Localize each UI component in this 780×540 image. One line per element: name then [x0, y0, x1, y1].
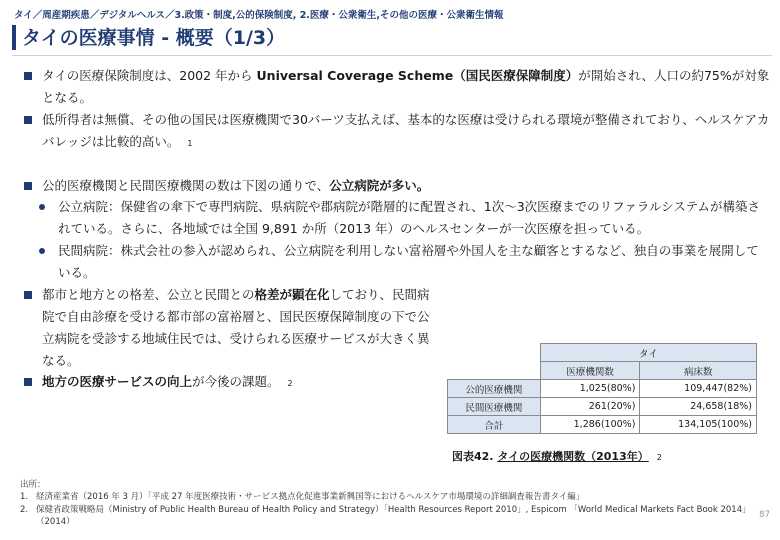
table-row: 公的医療機関 1,025(80%) 109,447(82%)	[448, 380, 757, 398]
table-col-facilities: 医療機関数	[540, 362, 640, 380]
sources-section	[20, 479, 760, 528]
bullet-facility-count: 公的医療機関と民間医療機関の数は下図の通りで、公立病院が多い。	[20, 175, 770, 197]
page-title: タイの医療事情 - 概要（1/3）	[22, 27, 286, 49]
table-caption: 図表42. タイの医療機関数（2013年） 2	[452, 450, 662, 463]
circle-bullet-icon	[39, 248, 45, 254]
table-country-header: タイ	[540, 344, 756, 362]
facility-table	[447, 343, 757, 434]
footnote-ref: 2	[287, 379, 293, 389]
source-item: 2. 保健省政策戦略局（Ministry of Public Health Bureau of Health Policy and Strategy）「Health Resources Report 2010」, Espicom 「World Medical Markets Fact Book 2014」（2014）	[20, 504, 751, 527]
source-item: 1. 経済産業省（2016 年 3 月）「平成 27 年度医療技術・サービス拠点化促進事業新興国等におけるヘルスケア市場環境の詳細調査報告書タイ編」	[20, 492, 585, 503]
bullet-disparity: 都市と地方との格差、公立と民間との格差が顕在化しており、民間病院で自由診療を受ける都市部の富裕層と、国民医療保障制度の下で公立病院を受診する地域住民では、受けられる医療サービスが大きく異なる。	[20, 284, 440, 372]
title-divider	[12, 55, 772, 56]
breadcrumb: タイ／周産期疾患／デジタルヘルス／3.政策・制度,公的保険制度, 2.医療・公衆衛生,その他の医療・公衆衛生情報	[14, 10, 504, 21]
square-bullet-icon	[24, 378, 32, 386]
footnote-ref: 1	[187, 138, 193, 148]
bullet-uc-scheme: タイの医療保険制度は、2002 年から Universal Coverage Scheme（国民医療保障制度）が開始され、人口の約75%が対象となる。	[20, 65, 770, 109]
square-bullet-icon	[24, 116, 32, 124]
table-col-beds: 病床数	[640, 362, 757, 380]
sources-heading: 出所：	[20, 480, 46, 490]
table-header-row	[448, 344, 757, 362]
square-bullet-icon	[24, 182, 32, 190]
sub-bullet-public-hospital: 公立病院：保健省の傘下で専門病院、県病院や郡病院が階層的に配置され、1次～3次医療までのリファラルシステムが構築されている。さらに、各地域では全国 9,891 か所（2013 年）のヘルスセンターが一次医療を担っている。	[20, 196, 770, 240]
page-number: 87	[759, 510, 770, 520]
table-row: 民間医療機関 261(20%) 24,658(18%)	[448, 398, 757, 416]
circle-bullet-icon	[39, 204, 45, 210]
table-row: 合計 1,286(100%) 134,105(100%)	[448, 416, 757, 434]
square-bullet-icon	[24, 291, 32, 299]
bullet-low-income: 低所得者は無償、その他の国民は医療機関で30バーツ支払えば、基本的な医療は受けられる環境が整備されており、ヘルスケアカバレッジは比較的高い。 1	[20, 109, 770, 153]
sub-bullet-private-hospital: 民間病院：株式会社の参入が認められ、公立病院を利用しない富裕層や外国人を主な顧客とするなど、独自の事業を展開している。	[20, 240, 770, 284]
bullet-future-issue: 地方の医療サービスの向上が今後の課題。 2	[20, 371, 440, 393]
title-accent-bar	[12, 25, 16, 50]
square-bullet-icon	[24, 72, 32, 80]
